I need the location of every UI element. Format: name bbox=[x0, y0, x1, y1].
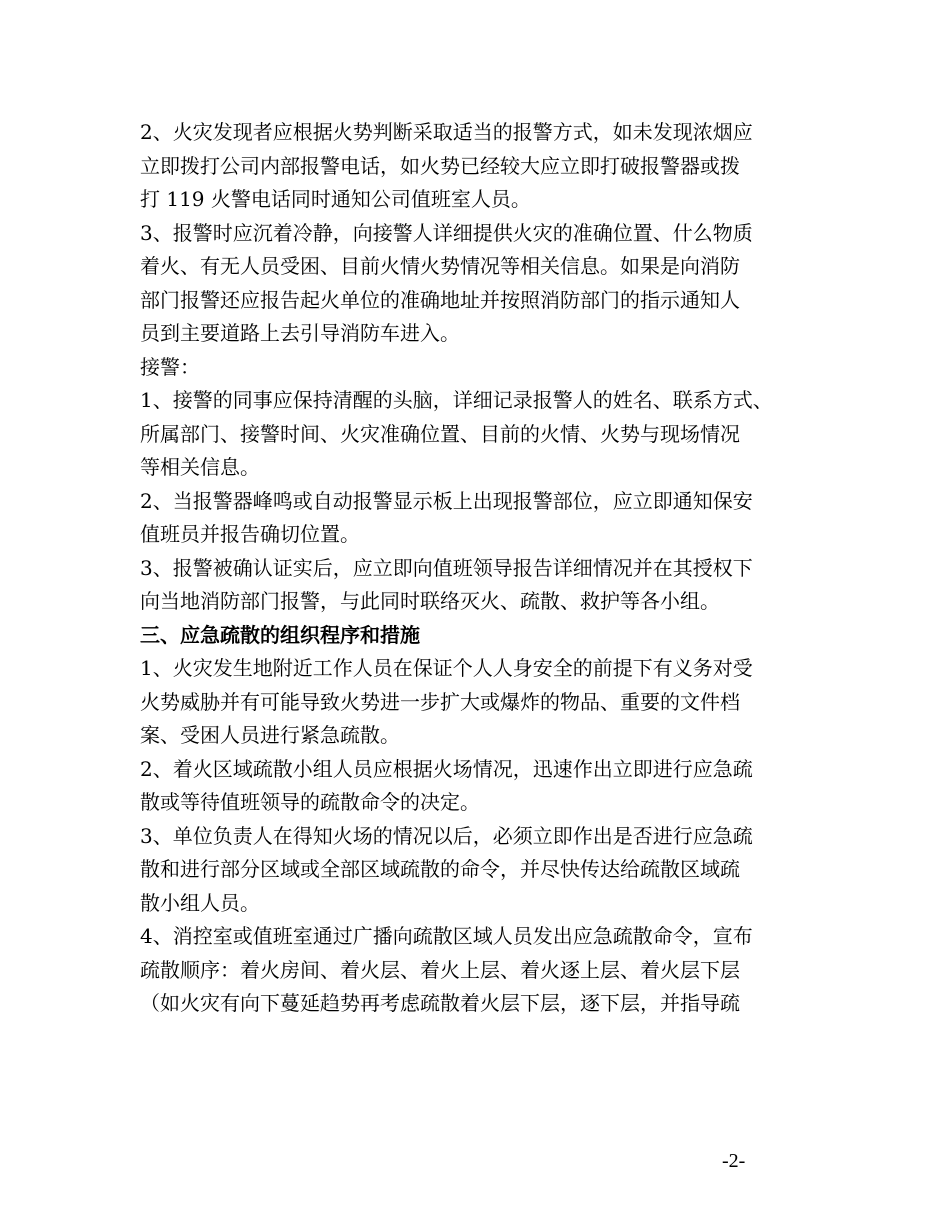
text-line: 散和进行部分区域或全部区域疏散的命令，并尽快传达给疏散区域疏 bbox=[140, 857, 740, 881]
text-line: 立即拨打公司内部报警电话，如火势已经较大应立即打破报警器或拨 bbox=[140, 153, 740, 178]
text-line: 3、单位负责人在得知火场的情况以后，必须立即作出是否进行应急疏 bbox=[140, 823, 753, 848]
document-body bbox=[140, 116, 830, 1021]
text-line: 值班员并报告确切位置。 bbox=[140, 522, 360, 546]
section-heading: 三、应急疏散的组织程序和措施 bbox=[140, 622, 420, 647]
text-line: 散小组人员。 bbox=[140, 890, 260, 915]
page-number: -2- bbox=[722, 1150, 746, 1172]
text-line: 着火、有无人员受困、目前火情火势情况等相关信息。如果是向消防 bbox=[140, 254, 740, 278]
text-line: 等相关信息。 bbox=[140, 455, 260, 479]
text-line: 1、接警的同事应保持清醒的头脑，详细记录报警人的姓名、联系方式、 bbox=[140, 388, 773, 412]
text-line: 向当地消防部门报警，与此同时联络灭火、疏散、救护等各小组。 bbox=[140, 589, 720, 613]
text-line: 疏散顺序：着火房间、着火层、着火上层、着火逐上层、着火层下层 bbox=[140, 957, 740, 982]
text-line: 2、着火区域疏散小组人员应根据火场情况，迅速作出立即进行应急疏 bbox=[140, 756, 753, 781]
text-line: 火势威胁并有可能导致火势进一步扩大或爆炸的物品、重要的文件档 bbox=[140, 689, 740, 714]
text-line: 4、消控室或值班室通过广播向疏散区域人员发出应急疏散命令，宣布 bbox=[140, 924, 753, 948]
text-line: 2、火灾发现者应根据火势判断采取适当的报警方式，如未发现浓烟应 bbox=[140, 120, 753, 144]
text-line: （如火灾有向下蔓延趋势再考虑疏散着火层下层，逐下层，并指导疏 bbox=[140, 991, 740, 1015]
text-line: 3、报警时应沉着冷静，向接警人详细提供火灾的准确位置、什么物质 bbox=[140, 220, 753, 245]
text-line: 散或等待值班领导的疏散命令的决定。 bbox=[140, 790, 480, 814]
text-line: 打 119 火警电话同时通知公司值班室人员。 bbox=[140, 187, 531, 211]
text-line: 2、当报警器峰鸣或自动报警显示板上出现报警部位，应立即通知保安 bbox=[140, 488, 753, 513]
text-line: 1、火灾发生地附近工作人员在保证个人人身安全的前提下有义务对受 bbox=[140, 656, 753, 680]
text-line: 员到主要道路上去引导消防车进入。 bbox=[140, 321, 460, 345]
text-line: 案、受困人员进行紧急疏散。 bbox=[140, 723, 400, 747]
text-line: 部门报警还应报告起火单位的准确地址并按照消防部门的指示通知人 bbox=[140, 287, 740, 312]
text-line: 接警： bbox=[140, 354, 200, 379]
text-line: 3、报警被确认证实后，应立即向值班领导报告详细情况并在其授权下 bbox=[140, 555, 753, 580]
text-line: 所属部门、接警时间、火灾准确位置、目前的火情、火势与现场情况 bbox=[140, 421, 740, 446]
